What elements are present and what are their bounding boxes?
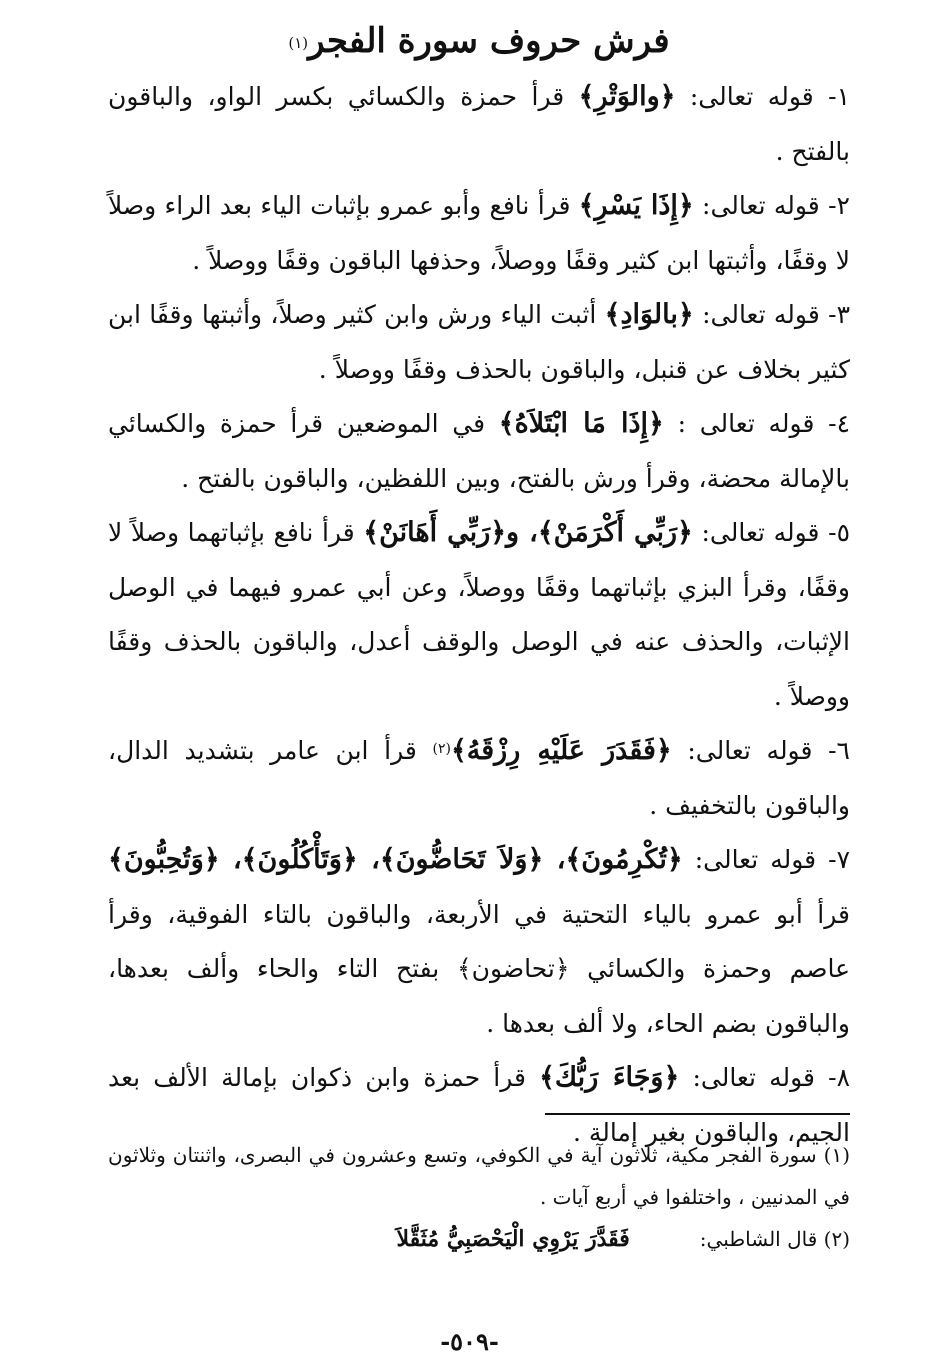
- title-text: فرش حروف سورة الفجر: [308, 21, 670, 61]
- quran-quote: ﴿تُكْرِمُونَ﴾، ﴿وَلاَ تَحَاضُّونَ﴾، ﴿وَتَأْكُلُونَ﴾، ﴿وَتُحِبُّونَ﴾: [108, 844, 683, 875]
- entry-number: ٨-: [828, 1063, 850, 1092]
- entry-intro: قوله تعالى:: [687, 736, 813, 765]
- entry-7: [108, 833, 850, 1051]
- surah-title: [108, 18, 850, 64]
- entry-text: قرأ نافع بإثباتهما وصلاً لا وقفًا، وقرأ البزي بإثباتهما وقفًا ووصلاً، وعن أبي عمرو فيهما في الوصل الإثبات، والحذف عنه في الوصل والوقف أعدل، والباقون بالحذف وقفًا ووصلاً .: [108, 518, 850, 711]
- entry-6: [108, 724, 850, 833]
- quran-quote: ﴿إِذَا يَسْرِ﴾: [578, 190, 694, 221]
- entry-number: ٧-: [828, 845, 850, 874]
- entry-5: [108, 506, 850, 724]
- entry-number: ١-: [828, 82, 851, 111]
- title-footnote-mark: (١): [288, 34, 309, 52]
- entry-number: ٥-: [828, 518, 851, 547]
- entry-text: قرأ نافع وأبو عمرو بإثبات الياء بعد الراء وصلاً لا وقفًا، وأثبتها ابن كثير وقفًا ووصلاً، وحذفها الباقون وقفًا ووصلاً .: [108, 191, 850, 275]
- entry-intro: قوله تعالى :: [677, 409, 815, 438]
- entry-intro: قوله تعالى:: [701, 518, 820, 547]
- entry-text: قرأ أبو عمرو بالياء التحتية في الأربعة، والباقون بالتاء الفوقية، وقرأ عاصم وحمزة والكسائي ﴿تحاضون﴾ بفتح التاء والحاء وألف بعدها، والباقون بضم الحاء، ولا ألف بعدها .: [108, 899, 850, 1038]
- entry-text: قرأ ابن عامر بتشديد الدال، والباقون بالتخفيف .: [108, 736, 850, 820]
- footnote-1: (١) سورة الفجر مكية، ثلاثون آية في الكوفي، وتسع وعشرون في البصرى، واثنتان وثلاثون في المدنيين ، واختلفوا في أربع آيات .: [108, 1143, 850, 1209]
- entry-intro: قوله تعالى:: [689, 82, 814, 111]
- entry-3: [108, 288, 850, 397]
- entry-text: قرأ حمزة وابن ذكوان بإمالة الألف بعد الجيم، والباقون بغير إمالة .: [108, 1063, 850, 1147]
- footnote-2-verse: فَقَدَّرَ يَرْوِي الْيَحْصَبِيُّ مُثَقَّلاَ: [396, 1226, 630, 1252]
- entry-1: [108, 70, 850, 179]
- quran-quote: ﴿بالوَادِ﴾: [604, 299, 694, 330]
- entry-number: ٣-: [828, 300, 851, 329]
- footnotes: [108, 1134, 850, 1260]
- footnote-divider: [545, 1113, 850, 1115]
- footnote-2-label: (٢) قال الشاطبي:: [699, 1227, 850, 1251]
- entry-intro: قوله تعالى:: [694, 845, 817, 874]
- entry-intro: قوله تعالى:: [702, 191, 820, 220]
- page-number: -٥٠٩-: [440, 1327, 499, 1356]
- entry-footnote-mark: (٢): [432, 741, 451, 757]
- entry-text: أثبت الياء ورش وابن كثير وصلاً، وأثبتها وقفًا ابن كثير بخلاف عن قنبل، والباقون بالحذف وقفًا ووصلاً .: [108, 300, 850, 384]
- quran-quote: ﴿رَبِّي أَكْرَمَنْ﴾، و﴿رَبِّي أَهَانَنْ﴾: [363, 517, 693, 548]
- entry-number: ٢-: [828, 191, 850, 220]
- quran-quote: ﴿إِذَا مَا ابْتَلاَهُ﴾: [498, 408, 664, 439]
- quran-quote: ﴿والوَتْرِ﴾: [578, 81, 676, 112]
- quran-quote: ﴿وَجَاءَ رَبُّكَ﴾: [539, 1062, 680, 1093]
- entry-text: قرأ حمزة والكسائي بكسر الواو، والباقون بالفتح .: [108, 82, 850, 166]
- entry-4: [108, 397, 850, 506]
- entry-2: [108, 179, 850, 288]
- entry-text: في الموضعين قرأ حمزة والكسائي بالإمالة محضة، وقرأ ورش بالفتح، وبين اللفظين، والباقون بالفتح .: [108, 409, 850, 493]
- entry-number: ٦-: [828, 736, 850, 765]
- page-body: [108, 18, 850, 1160]
- footnote-2: [108, 1218, 850, 1260]
- quran-quote: ﴿فَقَدَرَ عَلَيْهِ رِزْقَهُ﴾: [450, 735, 672, 766]
- entry-number: ٤-: [828, 409, 851, 438]
- entry-intro: قوله تعالى:: [692, 1063, 815, 1092]
- entry-intro: قوله تعالى:: [702, 300, 820, 329]
